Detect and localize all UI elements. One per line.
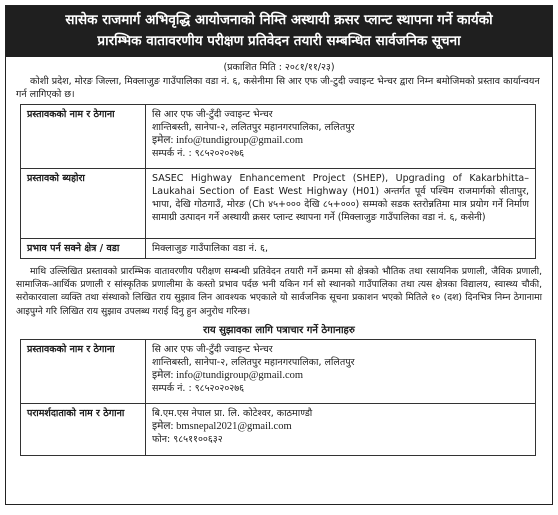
proponent-phone: सम्पर्क नं. : ९८५२०२०२७६ [152, 382, 245, 394]
affected-area-value: मिक्लाजुङ गाउँपालिका वडा नं. ६, [146, 239, 536, 259]
table-row [21, 105, 536, 169]
table-row [21, 239, 536, 259]
proponent-line: सि आर एफ जी-टुँदी ज्वाइन्ट भेन्चर [152, 109, 273, 120]
details-label: प्रस्तावको ब्यहोरा [21, 169, 146, 239]
notice-title-line-2: प्रारम्भिक वातावरणीय परीक्षण प्रतिवेदन तयारी सम्बन्धित सार्वजनिक सूचना [97, 33, 461, 49]
consultant-label: परामर्शदाताको नाम र ठेगाना [21, 403, 146, 455]
proponent-line: शान्तिबस्ती, सानेपा-२, ललितपुर महानगरपालिका, ललितपुर [152, 356, 355, 368]
publication-date: (प्रकाशित मिति : २०८१/११/२३) [223, 62, 335, 73]
consultant-phone: फोन: ९८५११००६३२ [152, 433, 223, 445]
public-notice [5, 5, 553, 505]
request-paragraph: माथि उल्लिखित प्रस्तावको प्रारम्भिक वातावरणीय परीक्षण सम्बन्धी प्रतिवेदन तयारी गर्ने क्रममा सो क्षेत्रको भौतिक तथा रसायनिक प्रणाली, जैविक प्रणाली, सामाजिक-आर्थिक प्रणाली र सांस्कृतिक प्रणालीमा के कस्तो प्रभाव पर्दछ भनी यकिन गर्न सो स्थानको गाउँपालिका तथा त्यस क्षेत्रका विद्यालय, स्वास्थ्य चौकी, सरोकारवाला व्यक्ति तथा संस्थाको लिखित राय सुझाव लिन आवश्यक भएकाले यो सार्वजनिक सूचना प्रकाशन भएको मितिले १० (दश) दिनभित्र निम्न ठेगानामा आइपुग्ने गरि लिखित राय सुझाव उपलब्ध गराई दिनु हुन अनुरोध गरिन्छ। [16, 266, 542, 317]
affected-area-label: प्रभाव पर्न सक्ने क्षेत्र / वडा [21, 239, 146, 259]
table-row [21, 339, 536, 403]
details-text: SASEC Highway Enhancement Project (SHEP), Upgrading of Kakarbhitta–Laukahai Section of East West Highway (H01) अन्तर्गत पूर्व पश्चिम राजमार्गको सीतापुर, भापा, देखि गोठगाउँ, मोरङ (Ch ४५+००० देखि ८५+०००) सम्मको सडक स्तरोन्नतिमा मात्र प्रयोग गर्ने निर्माण सामाग्री उत्पादन गर्ने अस्थायी क्रसर प्लान्ट स्थापना गर्ने (मिक्लाजुङ गाउँपालिका वडा नं. ६, कसेनी) [146, 169, 536, 239]
correspondence-heading: राय सुझावका लागि पत्राचार गर्ने ठेगानाहरु [203, 324, 355, 336]
table-row [21, 169, 536, 239]
proponent-line: शान्तिबस्ती, सानेपा-२, ललितपुर महानगरपालिका, ललितपुर [152, 122, 355, 133]
consultant-email: इमेल: bmsnepal2021@gmail.com [152, 420, 292, 432]
table-row [21, 403, 536, 455]
consultant-info [146, 403, 536, 455]
consultant-line: बि.एम.एस नेपाल प्रा. लि. कोटेश्वर, काठमाण्डौ [152, 407, 313, 419]
proponent-label: प्रस्तावकको नाम र ठेगाना [21, 339, 146, 403]
proponent-email: इमेल: info@tundigroup@gmail.com [152, 135, 304, 146]
contact-table [20, 339, 536, 456]
notice-header [6, 6, 552, 57]
proponent-label: प्रस्तावकको नाम र ठेगाना [21, 105, 146, 169]
proposal-table [20, 104, 536, 259]
proponent-info [146, 339, 536, 403]
proponent-email: इमेल: info@tundigroup@gmail.com [152, 369, 304, 381]
intro-text: कोशी प्रदेश, मोरङ जिल्ला, मिक्लाजुङ गाउँपालिका वडा नं. ६, कसेनीमा सि आर एफ जी-टुदी ज्वाइन्ट भेन्चर द्वारा निम्न बमोजिमको प्रस्ताव कार्यान्वयन गर्न लागिएको छ। [16, 76, 540, 100]
proponent-info [146, 105, 536, 169]
proponent-phone: सम्पर्क नं. : ९८५२०२०२७६ [152, 148, 245, 159]
notice-title-line-1: सासेक राजमार्ग अभिवृद्धि आयोजनाको निम्ति अस्थायी क्रसर प्लान्ट स्थापना गर्ने कार्यको [65, 12, 493, 28]
proponent-line: सि आर एफ जी-टुँदी ज्वाइन्ट भेन्चर [152, 343, 273, 355]
